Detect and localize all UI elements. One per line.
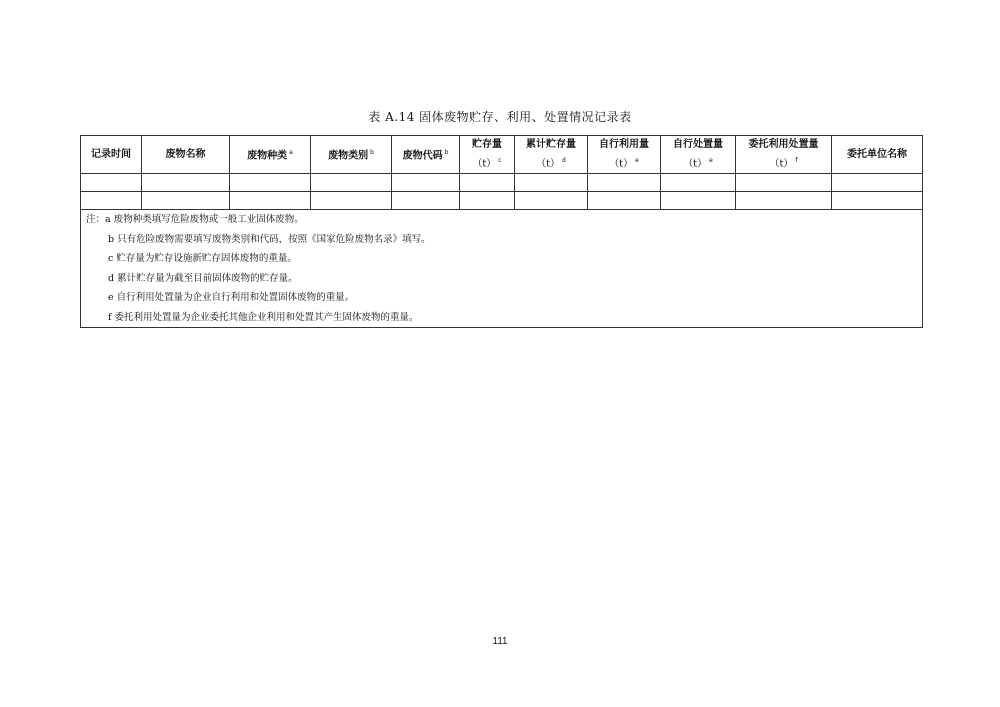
note-line xyxy=(81,210,922,230)
table-cell[interactable] xyxy=(588,192,661,210)
note-d: d 累计贮存量为截至目前固体废物的贮存量。 xyxy=(108,272,298,284)
notes-cell xyxy=(81,210,923,328)
notes-row xyxy=(81,210,923,328)
table-cell[interactable] xyxy=(81,174,142,192)
table-row xyxy=(81,174,923,192)
header-row xyxy=(81,136,923,174)
table-cell[interactable] xyxy=(832,192,923,210)
page-number: 111 xyxy=(492,636,508,647)
table-cell[interactable] xyxy=(311,192,392,210)
note-f: f 委托利用处置量为企业委托其他企业利用和处置其产生固体废物的重量。 xyxy=(108,311,419,323)
note-c: c 贮存量为贮存设施新贮存固体废物的重量。 xyxy=(108,253,297,264)
col-entrusted-disposal: 委托利用处置量 （t） $^f$ xyxy=(736,136,832,174)
table-title: 表 A.14 固体废物贮存、利用、处置情况记录表 xyxy=(368,110,632,124)
table-cell[interactable] xyxy=(230,192,311,210)
col-waste-name: 废物名称 xyxy=(142,136,230,174)
col-cumulative-storage: 累计贮存量 （t） $^d$ xyxy=(515,136,588,174)
table-cell[interactable] xyxy=(142,174,230,192)
table-cell[interactable] xyxy=(515,174,588,192)
table-cell[interactable] xyxy=(460,174,515,192)
note-a: a 废物种类填写危险废物或一般工业固体废物。 xyxy=(105,214,304,225)
col-record-time: 记录时间 xyxy=(81,136,142,174)
col-self-disposal: 自行处置量 （t） $^e$ xyxy=(661,136,736,174)
table-cell[interactable] xyxy=(832,174,923,192)
table-cell[interactable] xyxy=(661,174,736,192)
table-cell[interactable] xyxy=(588,174,661,192)
table-cell[interactable] xyxy=(515,192,588,210)
table-row xyxy=(81,192,923,210)
table-cell[interactable] xyxy=(392,174,460,192)
note-b: b 只有危险废物需要填写废物类别和代码，按照《国家危险废物名录》填写。 xyxy=(108,233,431,245)
table-cell[interactable] xyxy=(661,192,736,210)
table-cell[interactable] xyxy=(392,192,460,210)
col-self-utilization: 自行利用量 （t） $^e$ xyxy=(588,136,661,174)
table-cell[interactable] xyxy=(460,192,515,210)
col-storage-amount: 贮存量 （t） $^c$ xyxy=(460,136,515,174)
col-waste-category: 废物类别 $^b$ xyxy=(311,136,392,174)
table-cell[interactable] xyxy=(311,174,392,192)
note-e: e 自行利用处置量为企业自行利用和处置固体废物的重量。 xyxy=(108,292,355,303)
notes-prefix: 注： xyxy=(86,214,106,225)
col-waste-code: 废物代码 $^b$ xyxy=(392,136,460,174)
table-cell[interactable] xyxy=(736,192,832,210)
record-table xyxy=(80,135,923,328)
table-cell[interactable] xyxy=(736,174,832,192)
table-cell[interactable] xyxy=(142,192,230,210)
table-cell[interactable] xyxy=(230,174,311,192)
col-waste-kind: 废物种类 $^a$ xyxy=(230,136,311,174)
table-cell[interactable] xyxy=(81,192,142,210)
col-entrusted-unit: 委托单位名称 xyxy=(832,136,923,174)
